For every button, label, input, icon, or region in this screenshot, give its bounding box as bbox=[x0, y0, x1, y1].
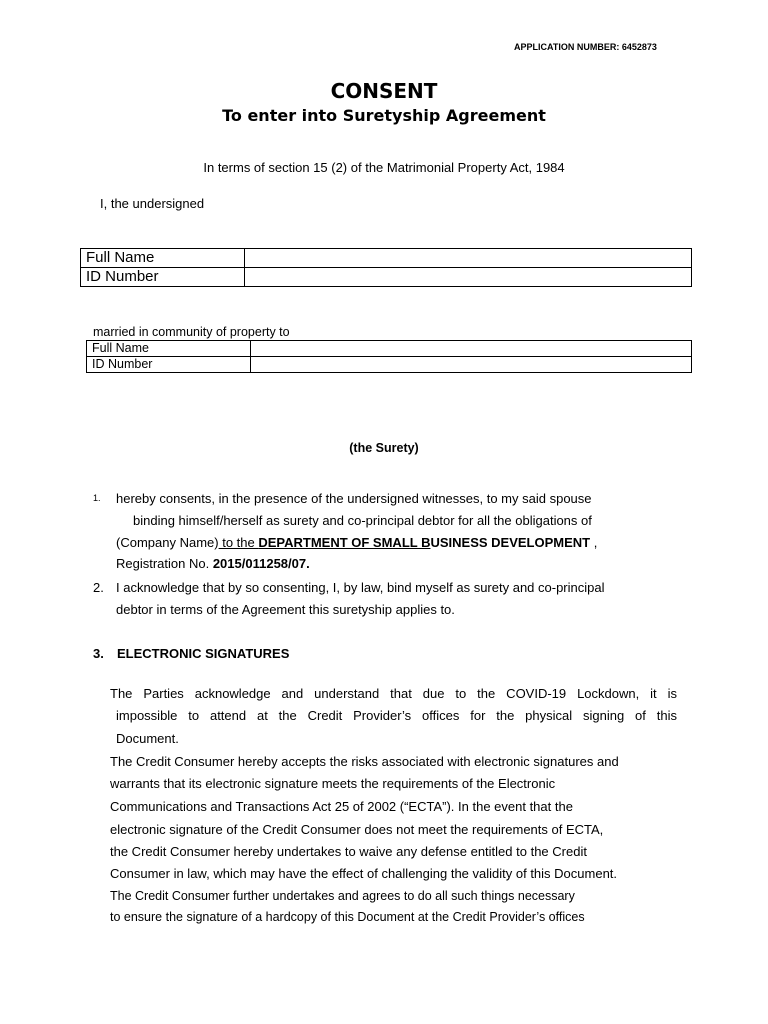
clause-3-line: The Credit Consumer hereby accepts the risks associated with electronic signatures and bbox=[110, 754, 619, 769]
table-row bbox=[81, 249, 692, 268]
clause-3-line: Communications and Transactions Act 25 of 2002 (“ECTA”). In the event that the bbox=[110, 799, 573, 814]
spouse-details-table bbox=[86, 340, 692, 373]
clause-1-line-3 bbox=[116, 535, 597, 550]
married-text: married in community of property to bbox=[93, 325, 290, 339]
clause-3-para-1-line-3: Document. bbox=[116, 731, 179, 746]
registration-number: 2015/011258/07. bbox=[212, 556, 310, 571]
clause-3-line: to ensure the signature of a hardcopy of this Document at the Credit Provider’s offices bbox=[110, 910, 585, 924]
table-row bbox=[81, 268, 692, 287]
document-title: CONSENT bbox=[330, 79, 438, 103]
department-name-part-1: DEPARTMENT OF SMALL B bbox=[258, 535, 431, 550]
clause-2-number: 2. bbox=[93, 580, 104, 595]
id-number-label: ID Number bbox=[81, 268, 245, 287]
to-the-text: to the bbox=[218, 535, 259, 550]
department-name-part-2: USINESS DEVELOPMENT bbox=[430, 535, 591, 550]
undersigned-details-table bbox=[80, 248, 692, 287]
registration-label: Registration No. bbox=[116, 556, 213, 571]
clause-1-line-1: hereby consents, in the presence of the undersigned witnesses, to my said spouse bbox=[116, 491, 592, 506]
clause-3-line: electronic signature of the Credit Consumer does not meet the requirements of ECTA, bbox=[110, 822, 604, 837]
spouse-id-number-field[interactable] bbox=[251, 357, 692, 373]
spouse-id-number-label: ID Number bbox=[87, 357, 251, 373]
terms-line: In terms of section 15 (2) of the Matrimonial Property Act, 1984 bbox=[203, 160, 565, 175]
clause-3-line: Consumer in law, which may have the effect of challenging the validity of this Document. bbox=[110, 866, 618, 881]
table-row bbox=[87, 357, 692, 373]
document-subtitle: To enter into Suretyship Agreement bbox=[222, 106, 546, 125]
clause-3-para-1-line-2: impossible to attend at the Credit Provider’s offices for the physical signing of this bbox=[116, 708, 677, 723]
table-row bbox=[87, 341, 692, 357]
spouse-full-name-field[interactable] bbox=[251, 341, 692, 357]
clause-3-line: warrants that its electronic signature meets the requirements of the Electronic bbox=[110, 776, 556, 791]
application-number: APPLICATION NUMBER: 6452873 bbox=[514, 42, 657, 52]
clause-1-number: 1. bbox=[93, 493, 101, 503]
clause-2-line-1: I acknowledge that by so consenting, I, by law, bind myself as surety and co-principal bbox=[116, 580, 605, 595]
company-name-placeholder: (Company Name) bbox=[116, 535, 219, 550]
clause-3-line: the Credit Consumer hereby undertakes to waive any defense entitled to the Credit bbox=[110, 844, 587, 859]
spouse-full-name-label: Full Name bbox=[87, 341, 251, 357]
id-number-field[interactable] bbox=[245, 268, 692, 287]
clause-3-line: The Credit Consumer further undertakes and agrees to do all such things necessary bbox=[110, 889, 575, 903]
clause-3-para-1-line-1: The Parties acknowledge and understand that due to the COVID-19 Lockdown, it is bbox=[110, 686, 677, 701]
comma-text: , bbox=[590, 535, 598, 550]
clause-3-heading: ELECTRONIC SIGNATURES bbox=[117, 646, 290, 661]
clause-1-line-4 bbox=[116, 556, 310, 571]
full-name-field[interactable] bbox=[245, 249, 692, 268]
clause-1-line-2: binding himself/herself as surety and co-principal debtor for all the obligations of bbox=[133, 513, 592, 528]
surety-label: (the Surety) bbox=[349, 441, 419, 455]
undersigned-text: I, the undersigned bbox=[100, 196, 205, 211]
clause-3-number: 3. bbox=[93, 646, 104, 661]
full-name-label: Full Name bbox=[81, 249, 245, 268]
clause-2-line-2: debtor in terms of the Agreement this suretyship applies to. bbox=[116, 602, 455, 617]
